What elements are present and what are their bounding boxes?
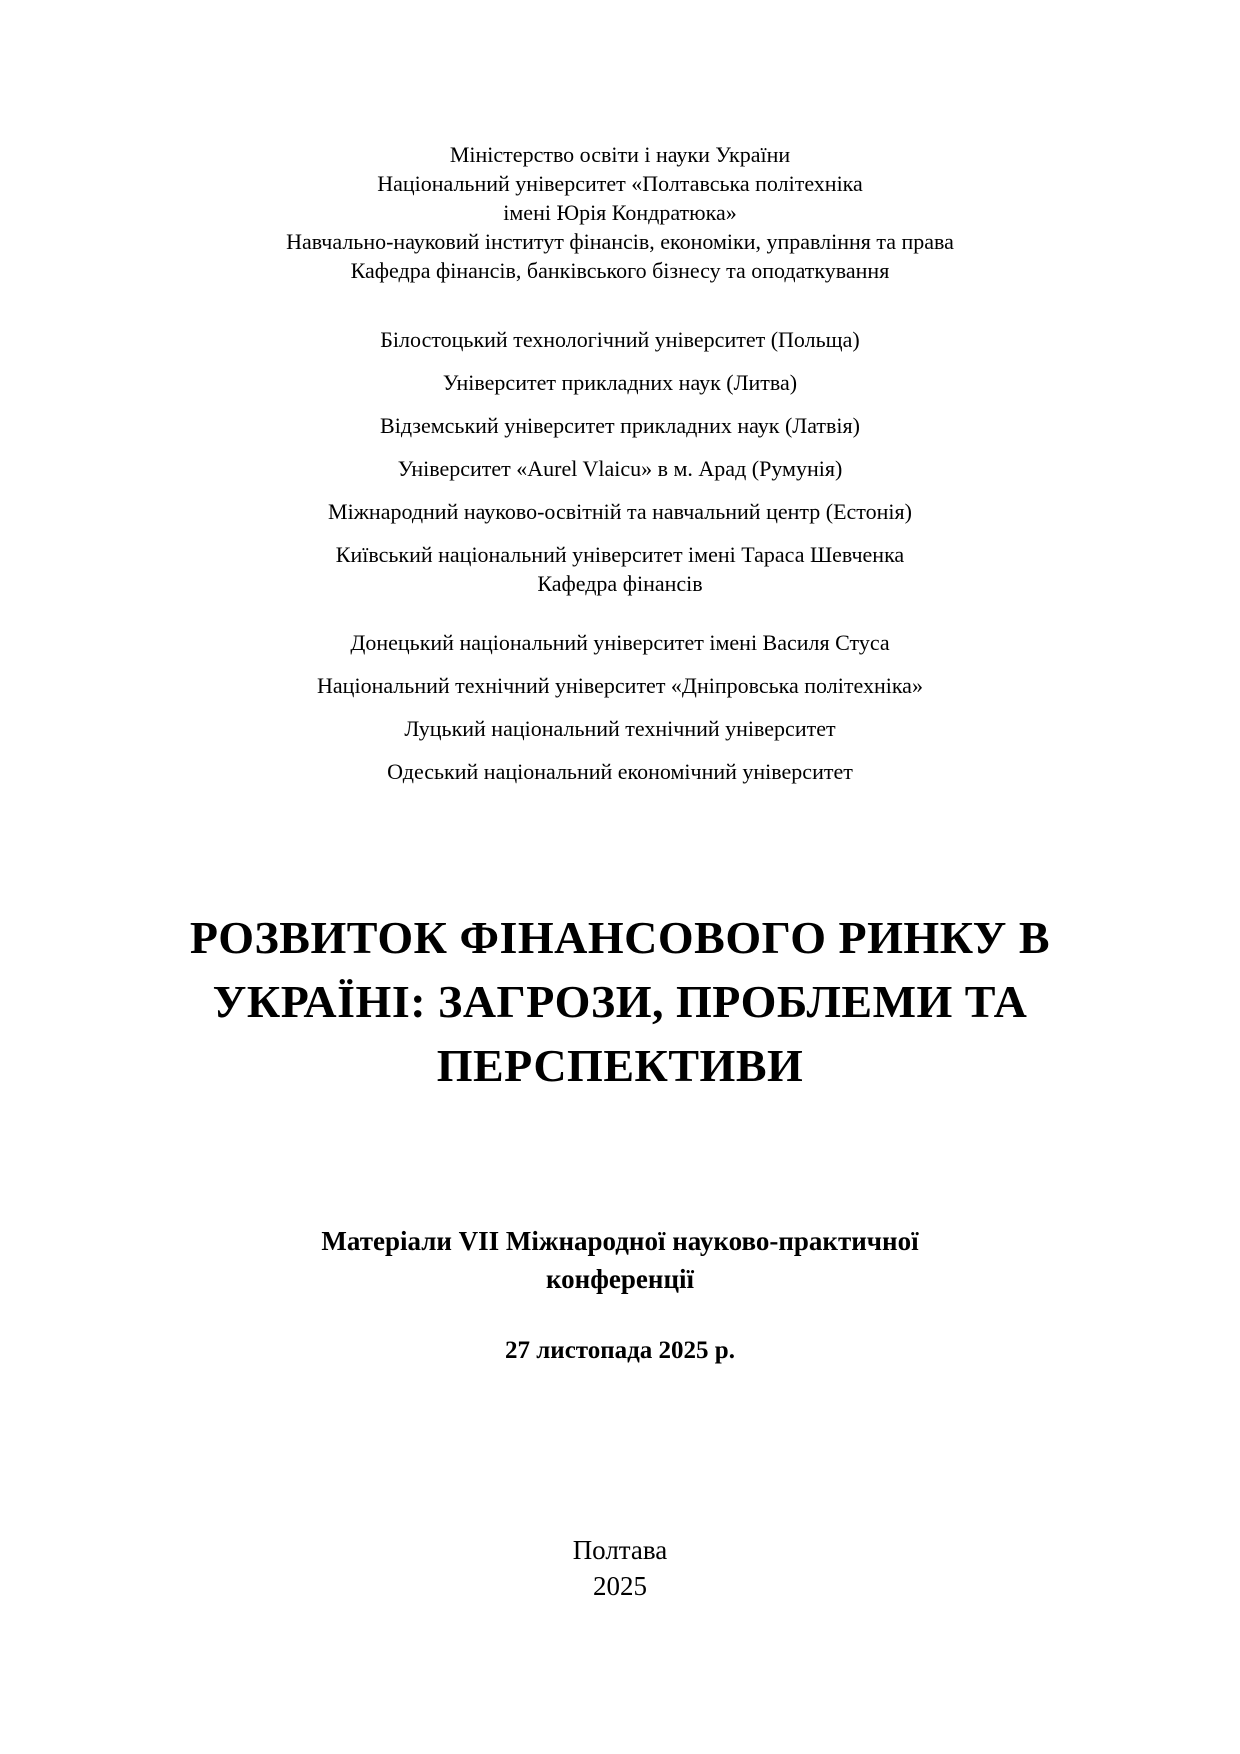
imprint-year: 2025: [593, 1571, 647, 1601]
organizer-line-university-1: Національний університет «Полтавська політехніка: [377, 171, 863, 196]
conference-title-line-3: ПЕРСПЕКТИВИ: [436, 1040, 804, 1091]
international-partners-list: [0, 325, 1240, 526]
imprint-city: Полтава: [572, 1535, 668, 1565]
kyiv-university-department: Кафедра фінансів: [537, 571, 703, 596]
organizers-block: [0, 140, 1240, 285]
partner-institution: Луцький національний технічний університет: [404, 716, 836, 741]
organizer-line-ministry: Міністерство освіти і науки України: [449, 142, 791, 167]
national-partners-list: [0, 628, 1240, 786]
partner-institution: Одеський національний економічний університет: [387, 759, 853, 784]
organizer-line-department: Кафедра фінансів, банківського бізнесу та оподаткування: [350, 258, 890, 283]
conference-title-line-2: УКРАЇНІ: ЗАГРОЗИ, ПРОБЛЕМИ ТА: [212, 976, 1028, 1027]
conference-title: [0, 906, 1240, 1098]
conference-date: 27 листопада 2025 р.: [505, 1337, 735, 1364]
organizer-line-institute: Навчально-науковий інститут фінансів, економіки, управління та права: [286, 229, 954, 254]
organizer-line-university-2: імені Юрія Кондратюка»: [503, 200, 737, 225]
partner-institution: Національний технічний університет «Дніпровська політехніка»: [317, 673, 923, 698]
proceedings-subtitle: [0, 1222, 1240, 1298]
partner-institution: Університет «Aurel Vlaicu» в м. Арад (Румунія): [397, 456, 843, 481]
partner-institution: Університет прикладних наук (Литва): [442, 370, 798, 395]
conference-title-line-1: РОЗВИТОК ФІНАНСОВОГО РИНКУ В: [189, 912, 1051, 963]
proceedings-subtitle-line-2: конференції: [545, 1264, 695, 1294]
kyiv-university-block: [0, 540, 1240, 598]
partner-institution: Міжнародний науково-освітній та навчальний центр (Естонія): [328, 499, 912, 524]
partner-institution: Донецький національний університет імені Василя Стуса: [350, 630, 890, 655]
partner-institution: Відземський університет прикладних наук (Латвія): [380, 413, 860, 438]
kyiv-university-name: Київський національний університет імені Тараса Шевченка: [335, 542, 905, 567]
partner-institution: Білостоцький технологічний університет (Польща): [380, 327, 860, 352]
imprint-block: [0, 1532, 1240, 1604]
proceedings-subtitle-line-1: Матеріали VII Міжнародної науково-практичної: [321, 1226, 919, 1256]
